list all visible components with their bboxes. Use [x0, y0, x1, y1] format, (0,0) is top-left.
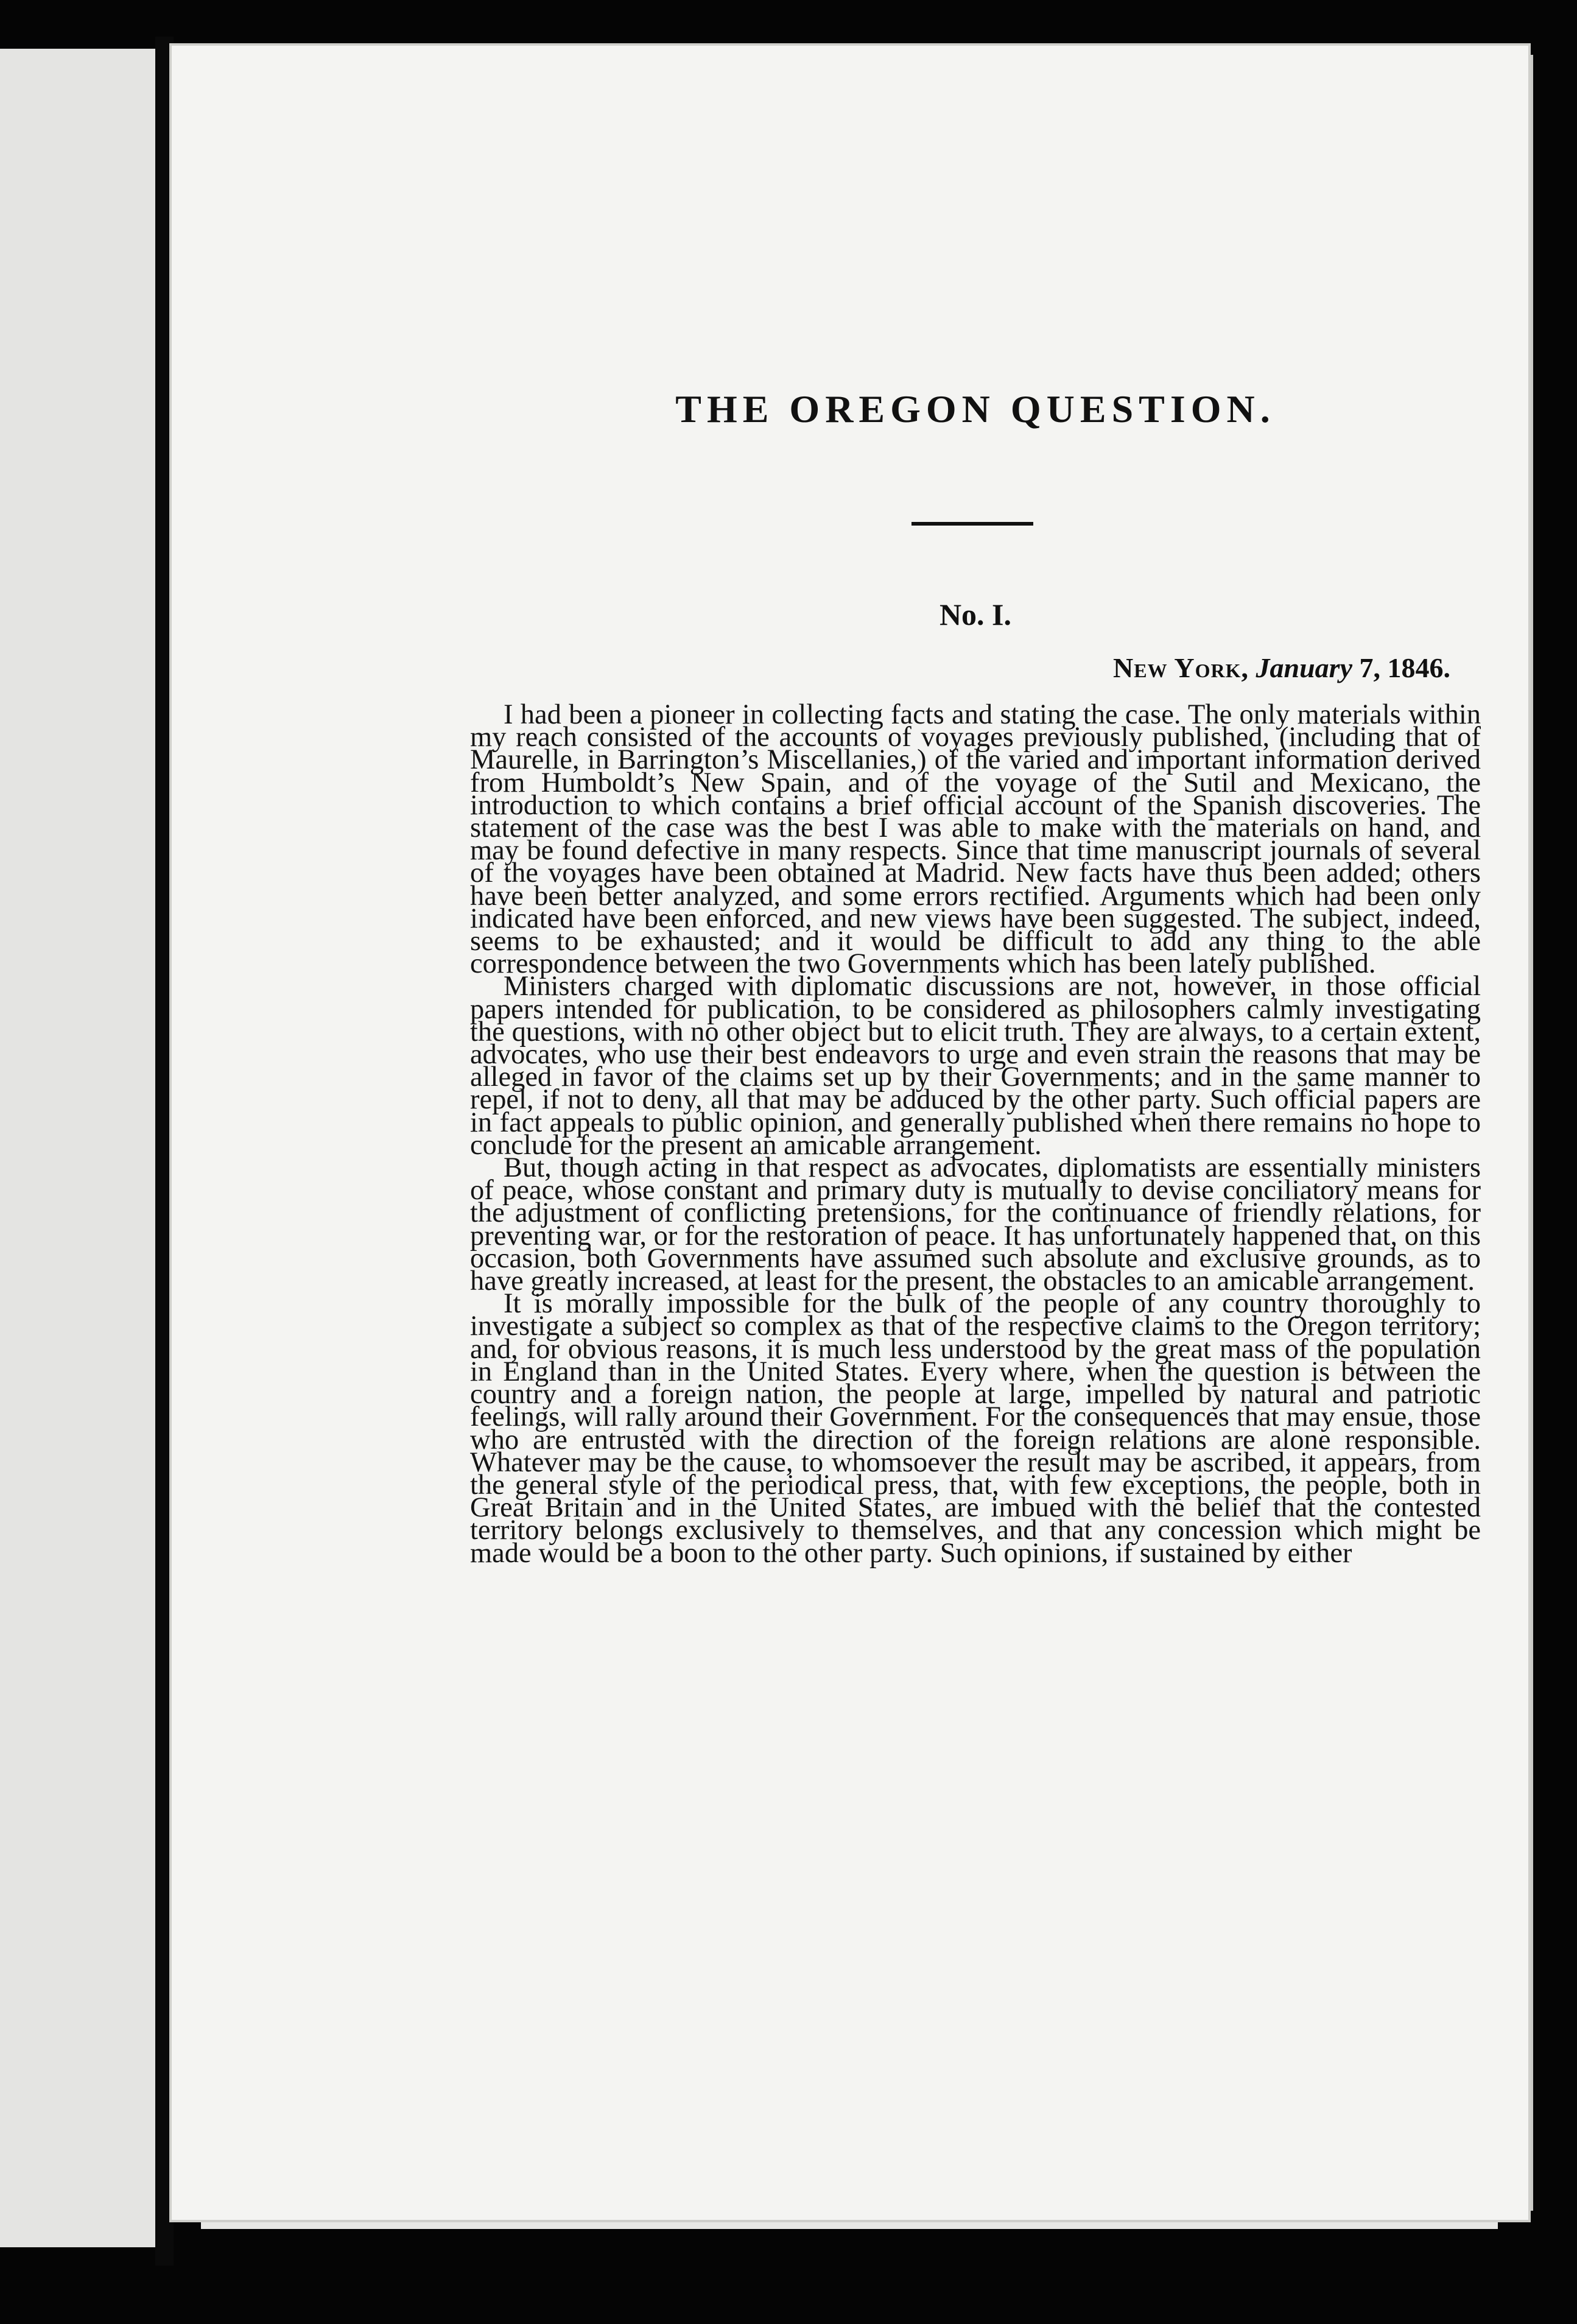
dateline-date: 7, 1846. — [1352, 652, 1450, 683]
paragraph: I had been a pioneer in collecting facts and stating the case. The only materials within my reach consisted of the accounts of voyages previously published, (including that of Maurelle, in Barrington’s Miscellanies,) of the varied and important information derived from Humboldt’s New Spain, and of the voyage of the Sutil and Mexicano, the introduction to which contains a brief official account of the Spanish discoveries. The statement of the case was the best I was able to make with the materials on hand, and may be found defective in many respects. Since that time manuscript journals of several of the voyages have been obtained at Madrid. New facts have thus been added; others have been better analyzed, and some errors rectified. Arguments which had been only indicated have been enforced, and new views have been suggested. The subject, indeed, seems to be exhausted; and it would be difficult to add any thing to the able correspondence between the two Governments which has been lately published. — [470, 699, 1481, 980]
paragraph: It is morally impossible for the bulk of the people of any country thoroughly to investigate a subject so complex as that of the respective claims to the Oregon territory; and, for obvious reasons, it is much less understood by the great mass of the population in England than in the United States. Every where, when the question is between the country and a foreign nation, the people at large, impelled by natural and patriotic feelings, will rally around their Government. For the consequences that may ensue, those who are entrusted with the direction of the foreign relations are alone responsible. Whatever may be the cause, to whomsoever the result may be ascribed, it appears, from the general style of the periodical press, that, with few exceptions, the people, both in Great Britain and in the United States, are imbued with the belief that the contested territory belongs exclusively to themselves, and that any concession which might be made would be a boon to the other party. Such opinions, if sustained by either — [470, 1288, 1481, 1569]
book-gutter — [155, 37, 174, 2266]
title-rule — [911, 522, 1033, 526]
section-number: No. I. — [939, 597, 1012, 632]
dateline-place: New York, — [1113, 652, 1249, 683]
document-title: THE OREGON QUESTION. — [675, 387, 1276, 431]
paragraph: Ministers charged with diplomatic discussions are not, however, in those official papers intended for publication, to be considered as philosophers calmly investigating the questions, with no other object but to elicit truth. They are always, to a certain extent, advocates, who use their best endeavors to urge and even strain the reasons that may be alleged in favor of the claims set up by their Governments; and in the same manner to repel, if not to deny, all that may be adduced by the other party. Such official papers are in fact appeals to public opinion, and generally published when there remains no hope to conclude for the present an amicable arrangement. — [470, 971, 1481, 1161]
document-page — [172, 46, 1528, 2220]
body-text — [470, 699, 1481, 1569]
facing-page — [0, 49, 159, 2247]
dateline-month: January — [1256, 652, 1352, 683]
dateline — [1113, 652, 1450, 684]
paragraph: But, though acting in that respect as advocates, diplomatists are essentially ministers of peace, whose constant and primary duty is mutually to devise conciliatory means for the adjustment of conflicting pretensions, for the continuance of friendly relations, for preventing war, or for the restoration of peace. It has unfortunately happened that, on this occasion, both Governments have assumed such absolute and exclusive grounds, as to have greatly increased, at least for the present, the obstacles to an amicable arrangement. — [470, 1152, 1481, 1297]
